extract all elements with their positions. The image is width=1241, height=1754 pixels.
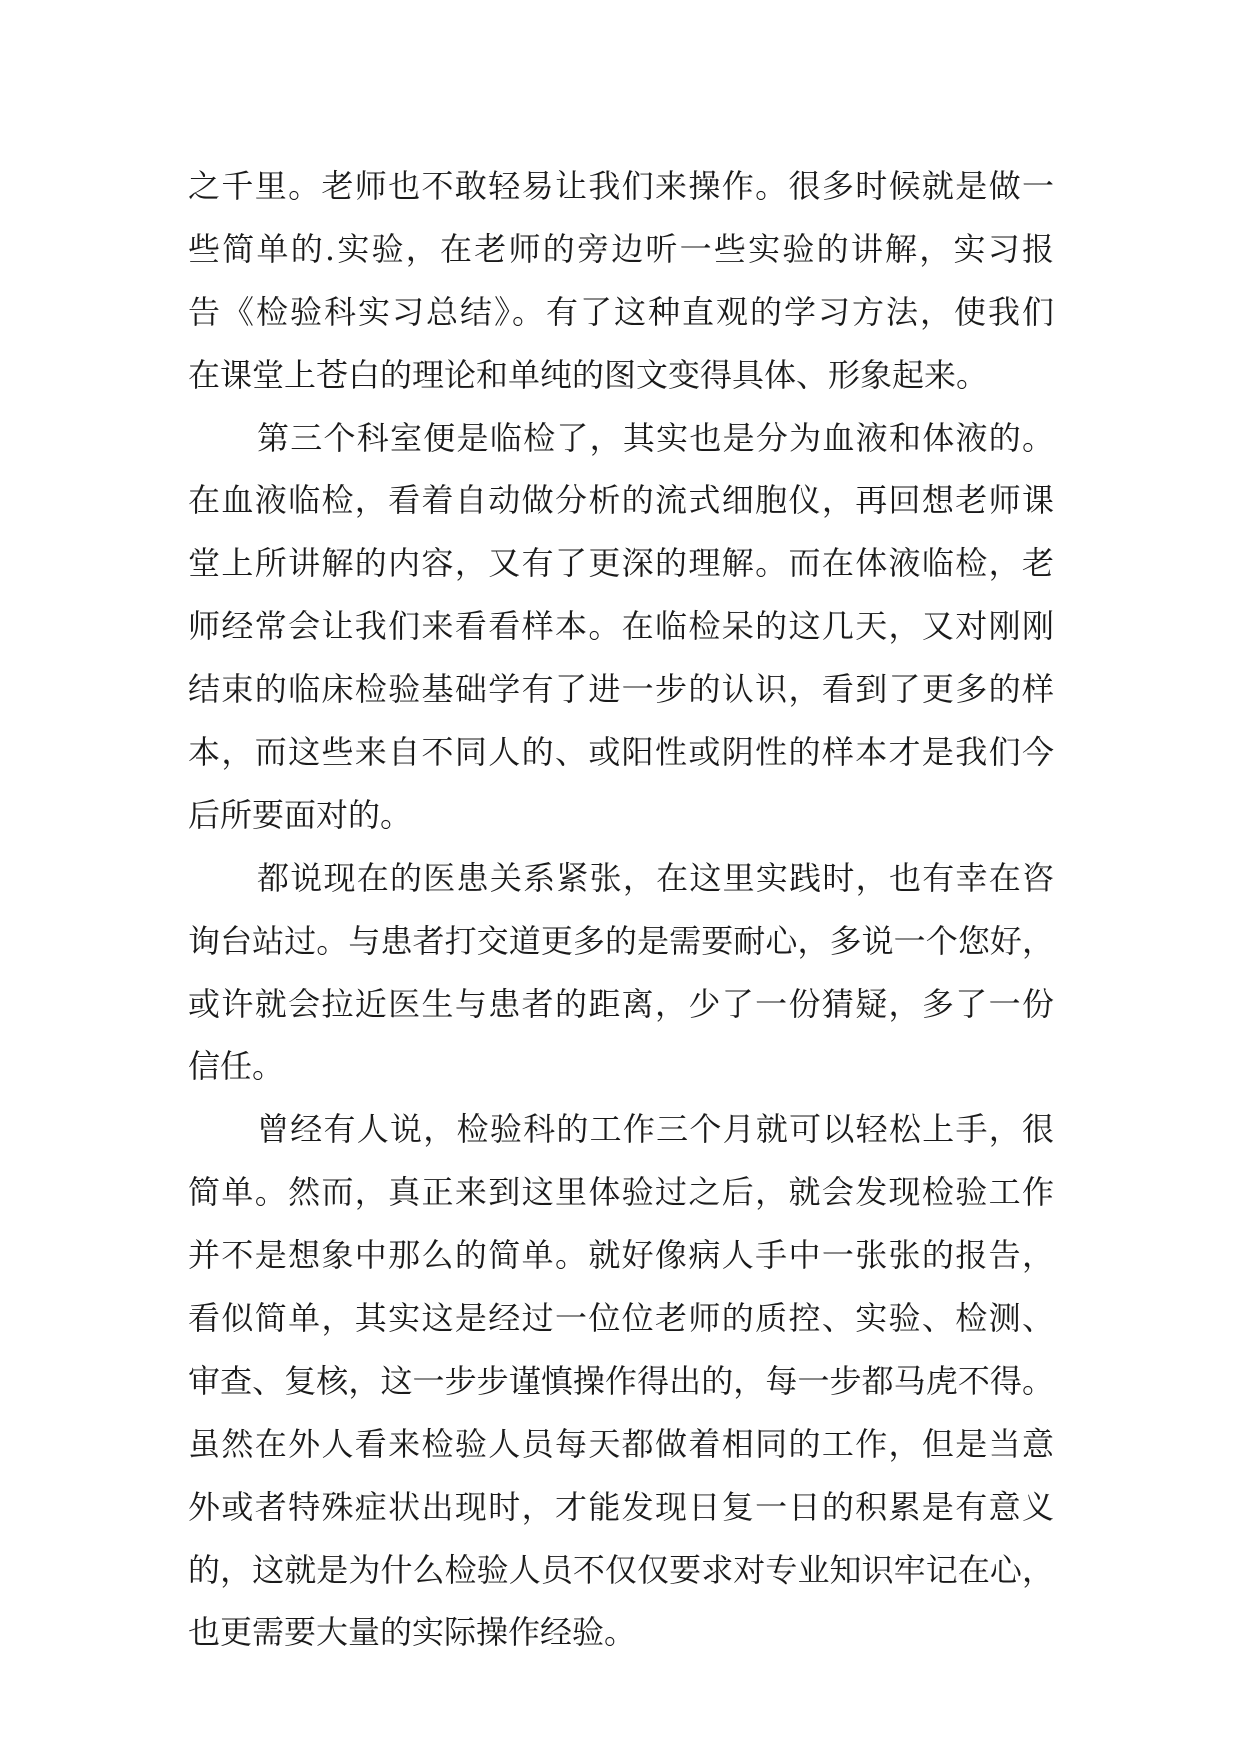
text-line: 结束的临床检验基础学有了进一步的认识，看到了更多的样 (188, 670, 1054, 709)
text-line: 在血液临检，看着自动做分析的流式细胞仪，再回想老师课 (188, 481, 1054, 520)
text-line: 看似简单，其实这是经过一位位老师的质控、实验、检测、 (188, 1299, 1054, 1338)
text-line: 也更需要大量的实际操作经验。 (188, 1613, 637, 1652)
text-line: 询台站过。与患者打交道更多的是需要耐心，多说一个您好， (188, 921, 1054, 960)
text-line: 的，这就是为什么检验人员不仅仅要求对专业知识牢记在心， (188, 1550, 1054, 1589)
text-line: 虽然在外人看来检验人员每天都做着相同的工作，但是当意 (188, 1424, 1054, 1463)
paragraph (188, 407, 1054, 847)
text-line: 并不是想象中那么的简单。就好像病人手中一张张的报告， (188, 1236, 1054, 1275)
text-line: 些简单的.实验，在老师的旁边听一些实验的讲解，实习报 (188, 229, 1054, 268)
text-line: 信任。 (188, 1047, 285, 1086)
text-line: 本，而这些来自不同人的、或阳性或阴性的样本才是我们今 (188, 733, 1054, 772)
text-line: 审查、复核，这一步步谨慎操作得出的，每一步都马虎不得。 (188, 1361, 1054, 1400)
paragraph (188, 1098, 1054, 1664)
text-line: 都说现在的医患关系紧张，在这里实践时，也有幸在咨 (257, 858, 1054, 897)
text-line: 在课堂上苍白的理论和单纯的图文变得具体、形象起来。 (188, 355, 989, 394)
body-text (188, 155, 1054, 1664)
text-line: 或许就会拉近医生与患者的距离，少了一份猜疑，多了一份 (188, 984, 1054, 1023)
paragraph (188, 155, 1054, 407)
text-line: 曾经有人说，检验科的工作三个月就可以轻松上手，很 (257, 1110, 1054, 1149)
text-line: 第三个科室便是临检了，其实也是分为血液和体液的。 (257, 418, 1054, 457)
text-line: 告《检验科实习总结》。有了这种直观的学习方法，使我们 (188, 292, 1054, 331)
text-line: 堂上所讲解的内容，又有了更深的理解。而在体液临检，老 (188, 544, 1054, 583)
text-line: 之千里。老师也不敢轻易让我们来操作。很多时候就是做一 (188, 167, 1054, 205)
text-line: 师经常会让我们来看看样本。在临检呆的这几天，又对刚刚 (188, 607, 1054, 646)
text-line: 外或者特殊症状出现时，才能发现日复一日的积累是有意义 (188, 1487, 1054, 1526)
text-line: 简单。然而，真正来到这里体验过之后，就会发现检验工作 (188, 1173, 1054, 1212)
paragraph (188, 847, 1054, 1099)
text-line: 后所要面对的。 (188, 795, 413, 834)
